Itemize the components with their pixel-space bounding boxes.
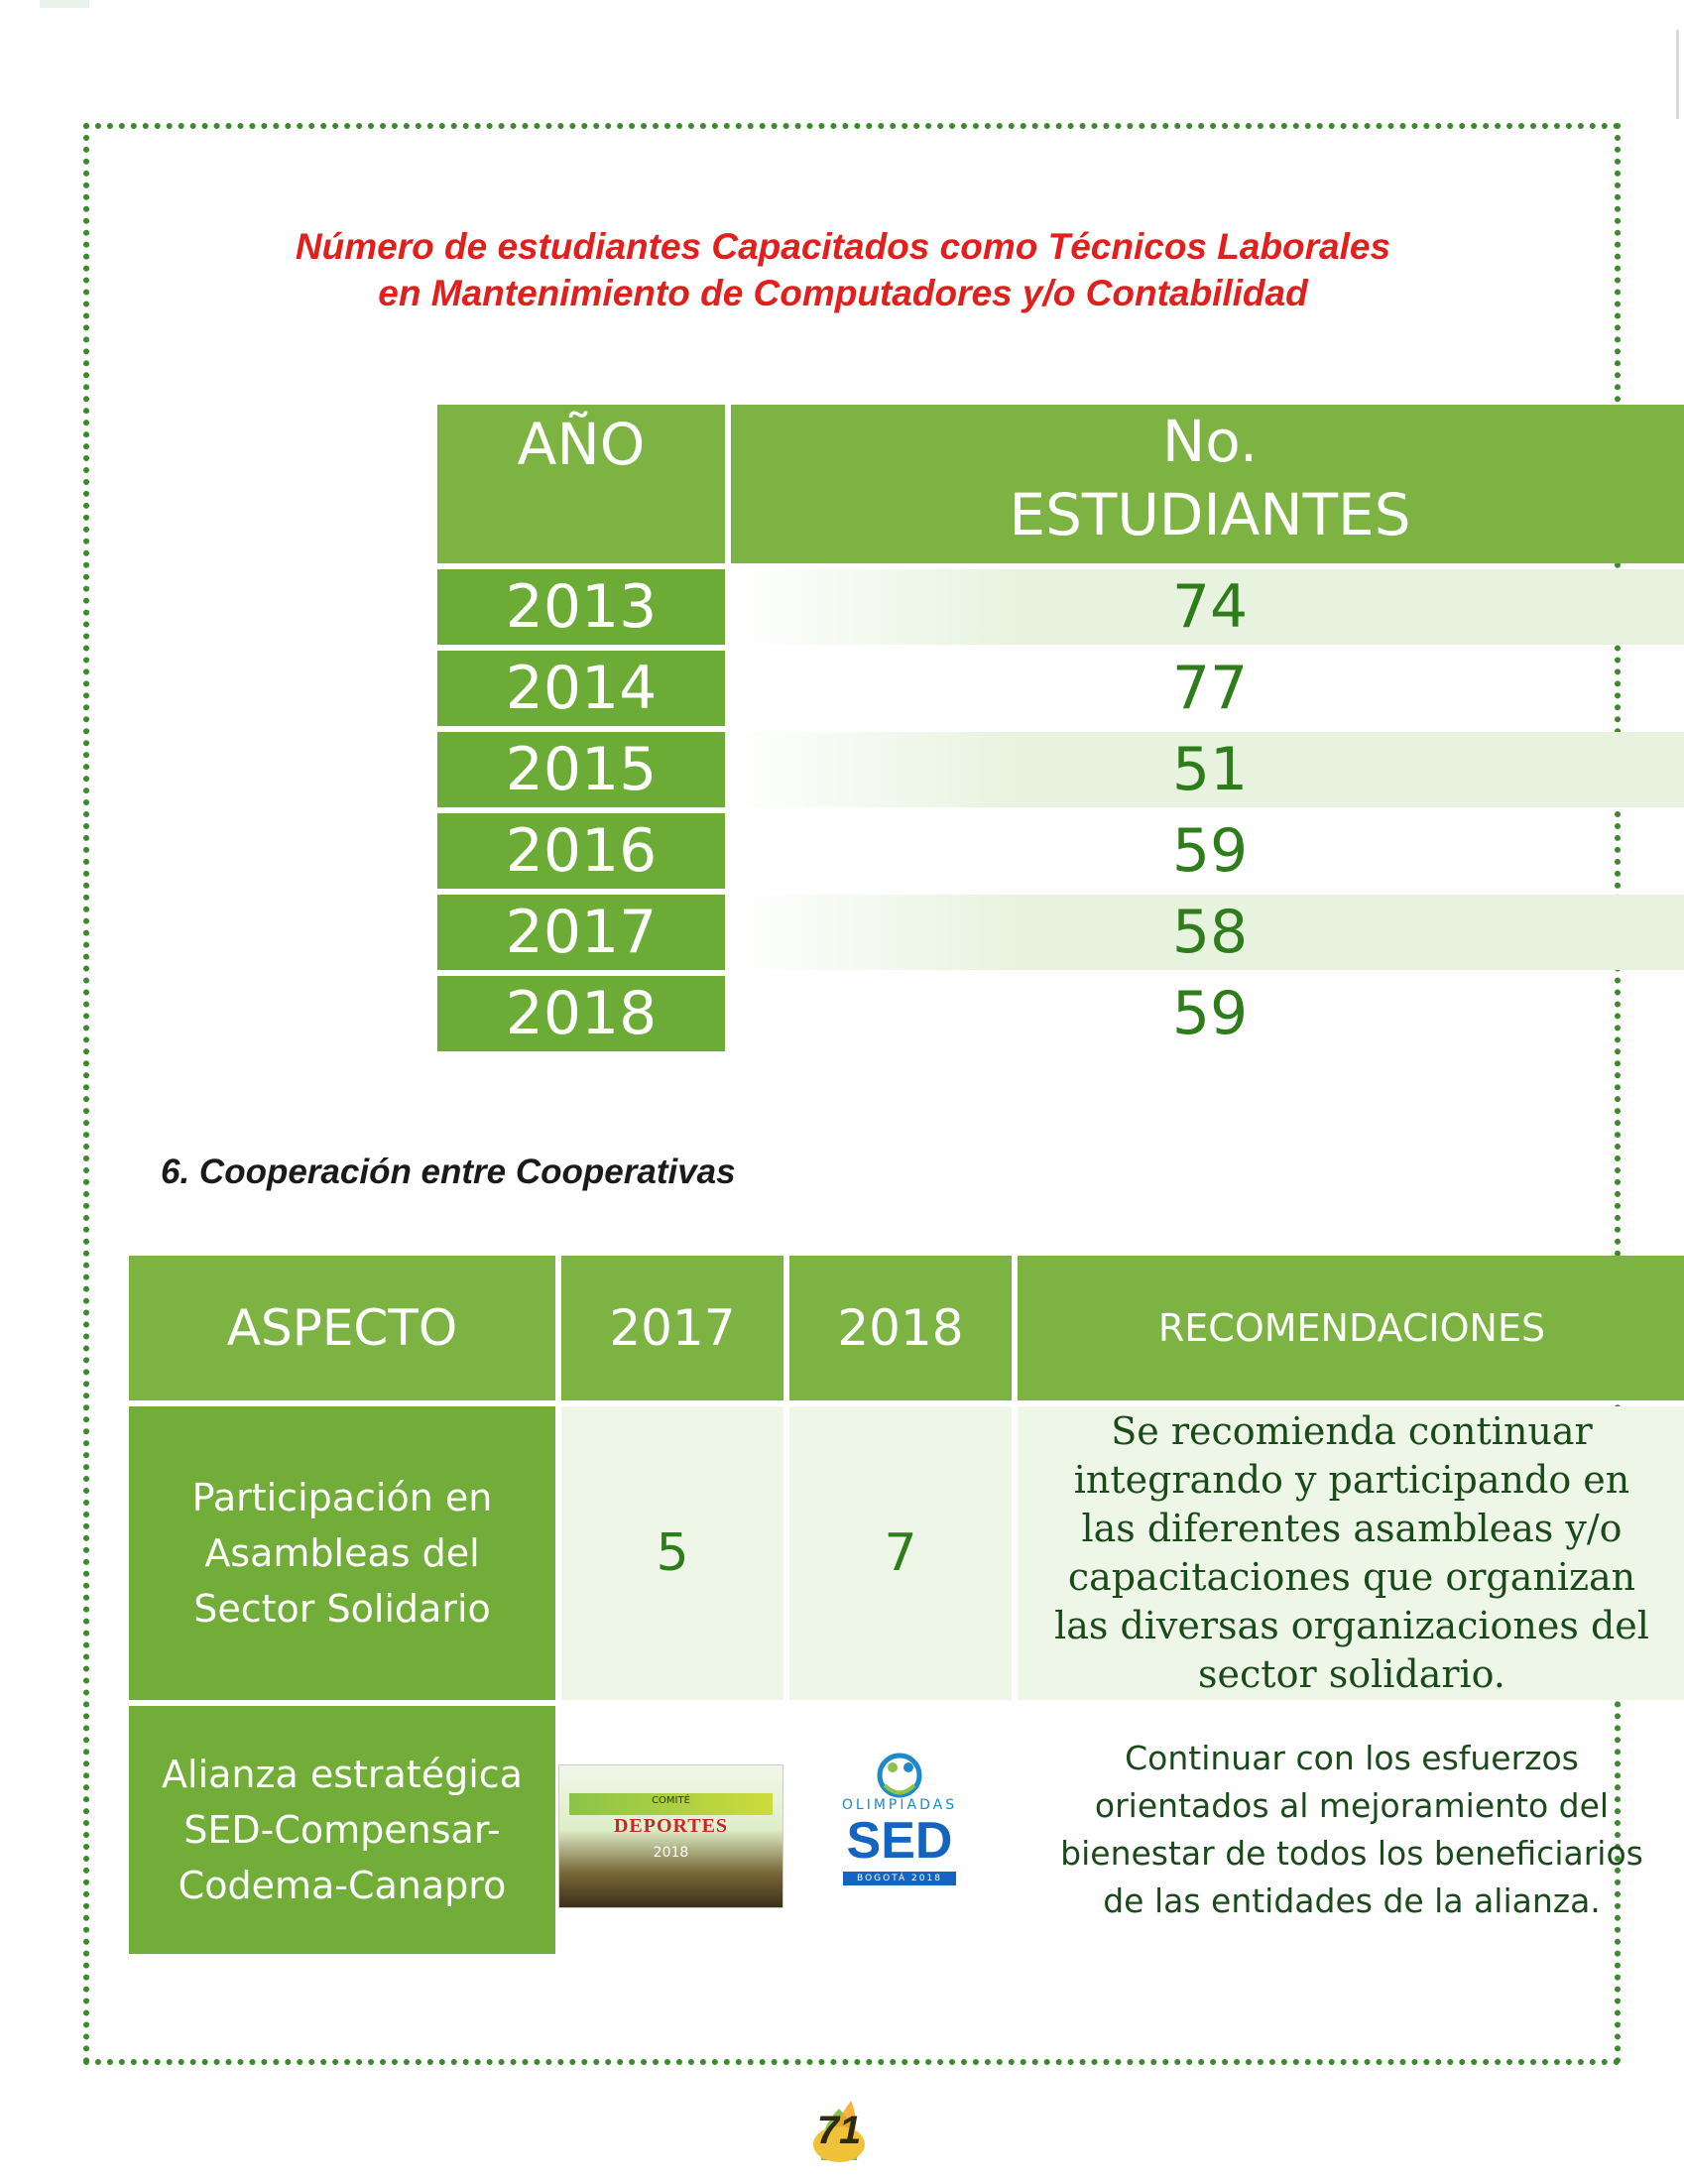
- recommendation-cell: [1018, 1706, 1684, 1954]
- year-cell: 2014: [437, 651, 725, 726]
- table-title: [198, 223, 1488, 316]
- aspect-cell: [129, 1406, 555, 1700]
- table-title-line2: en Mantenimiento de Computadores y/o Contabilidad: [378, 273, 1308, 313]
- aspect-text: Alianza estratégica SED-Compensar-Codema-Canapro: [162, 1753, 523, 1907]
- scan-artifact: [40, 0, 89, 8]
- value-2017-cell: [561, 1406, 783, 1700]
- year-cell: 2017: [437, 895, 725, 970]
- olimpiadas-logo-line1: OLIMPIADAS: [841, 1797, 958, 1813]
- students-cell: 74: [731, 569, 1684, 645]
- page-number-badge: [799, 2091, 879, 2170]
- students-cell: 58: [731, 895, 1684, 970]
- deportes-logo-line3: 2018: [653, 1845, 689, 1861]
- page-edge-mark: [1676, 30, 1679, 119]
- students-cell: 59: [1171, 816, 1249, 886]
- recommendation-text: Se recomienda continuar integrando y participando en las diferentes asambleas y/o capacitaciones que organizan las diversas organizaciones del sector solidario.: [1054, 1409, 1649, 1696]
- recommendation-text: Continuar con los esfuerzos orientados al mejoramiento del bienestar de todos los beneficiarios de las entidades de la alianza.: [1060, 1739, 1643, 1920]
- header-2018: 2018: [789, 1256, 1012, 1400]
- aspect-cell: [129, 1706, 555, 1954]
- section-title: 6. Cooperación entre Cooperativas: [161, 1153, 736, 1191]
- year-cell: 2016: [437, 813, 725, 889]
- olimpiadas-sed-logo: [825, 1746, 974, 1894]
- header-aspect: ASPECTO: [129, 1256, 555, 1400]
- students-cell: 59: [1171, 979, 1249, 1048]
- header-2017: 2017: [561, 1256, 783, 1400]
- students-cell: 51: [731, 732, 1684, 807]
- header-year: AÑO: [437, 405, 725, 563]
- olimpiadas-logo-line3: BOGOTÁ 2018: [843, 1872, 956, 1885]
- header-students-line1: No.: [1161, 408, 1259, 475]
- recommendation-cell: [1018, 1406, 1684, 1700]
- page-number: 71: [816, 2109, 862, 2152]
- deportes-logo-line1: COMITÉ: [652, 1795, 690, 1806]
- header-recommendations: RECOMENDACIONES: [1018, 1256, 1684, 1400]
- header-students: [731, 405, 1684, 563]
- table-title-line1: Número de estudiantes Capacitados como Técnicos Laborales: [295, 226, 1391, 267]
- header-students-line2: ESTUDIANTES: [1009, 481, 1411, 548]
- year-cell: 2013: [437, 569, 725, 645]
- students-cell: 77: [1171, 654, 1249, 723]
- aspect-text: Participación en Asambleas del Sector Solidario: [191, 1476, 493, 1631]
- year-cell: 2018: [437, 976, 725, 1051]
- value-2018-cell: [789, 1406, 1012, 1700]
- olimpiadas-logo-line2: SED: [846, 1812, 953, 1870]
- value-2018: 7: [884, 1523, 917, 1583]
- deportes-logo: [558, 1764, 783, 1908]
- deportes-logo-line2: DEPORTES: [613, 1815, 729, 1837]
- value-2017: 5: [656, 1523, 689, 1583]
- year-cell: 2015: [437, 732, 725, 807]
- olimpiadas-figure-icon: [825, 1746, 974, 1805]
